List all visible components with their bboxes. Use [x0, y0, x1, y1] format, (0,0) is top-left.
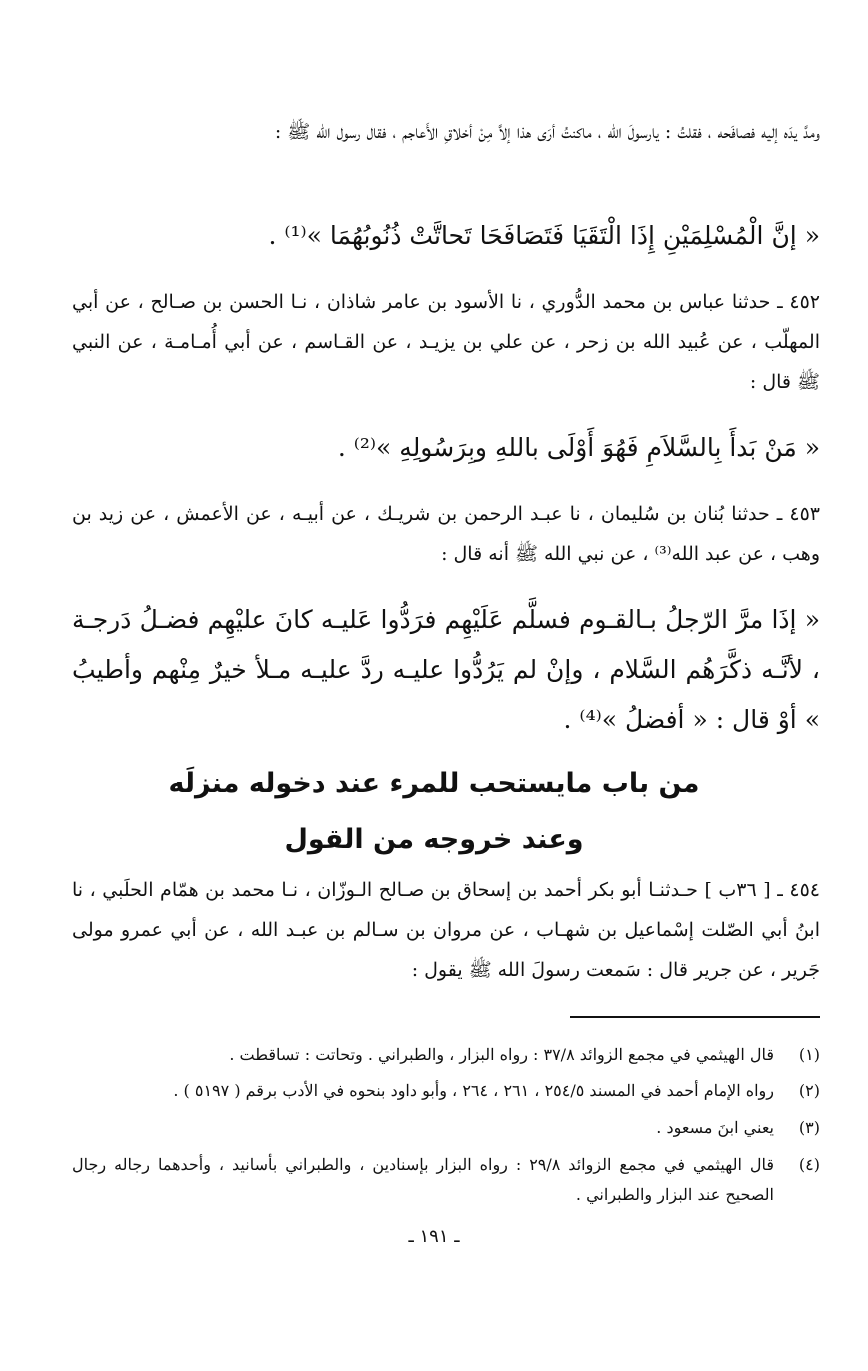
footnote-number: (٣): [798, 1118, 820, 1137]
footnote-3: [72, 1113, 820, 1143]
footnote-separator: [570, 1016, 820, 1018]
chapter-heading-line-2: وعند خروجه من القول: [284, 824, 584, 855]
hadith-quote-1: « إنَّ الْمُسْلِمَيْنِ إِذَا الْتَقَيَا فَتَصَافَحَا تَحاتَّتْ ذُنُوبُهُمَا »⁽¹⁾ .: [268, 221, 820, 250]
footnote-number: (٤): [798, 1155, 820, 1174]
footnote-number: (٢): [798, 1081, 820, 1100]
footnote-number: (١): [798, 1045, 820, 1064]
paragraph-hadith-452: ٤٥٢ ـ حدثنا عباس بن محمد الدُّوري ، نا الأسود بن عامر شاذان ، نـا الحسن بن صـالح ، عن أبي المهلّب ، عن عُبيد الله بن زحر ، عن علي بن يزيـد ، عن القـاسم ، عن أبي أُمـامـة ، عن النبي ﷺ قال :: [72, 291, 820, 393]
footnote-text: قال الهيثمي في مجمع الزوائد ٢٩/٨ : رواه البزار بإسنادين ، والطبراني بأسانيد ، وأحدهما رجاله رجال الصحيح عند البزار والطبراني .: [72, 1155, 774, 1204]
hadith-quote-2: « مَنْ بَدأَ بِالسَّلاَمِ فَهُوَ أَوْلَى باللهِ وبِرَسُولِهِ »⁽²⁾ .: [337, 433, 820, 462]
footnote-4: [72, 1150, 820, 1210]
footnote-2: [72, 1076, 820, 1106]
hadith-quote-3: « إذَا مرَّ الرّجلُ بـالقـوم فسلَّم عَلَيْهِم فرَدُّوا عَليـه كانَ عليْهِم فضـلُ دَرجـة ، لأنَّـه ذكَّرَهُم السَّلام ، وإنْ لم يَرُدُّوا عليـه ردَّ عليـه مـلأ خيرٌ مِنْهم وأطيبُ » أوْ قال : « أفضلُ »⁽⁴⁾ .: [72, 605, 820, 734]
footnote-1: [72, 1040, 820, 1070]
paragraph-hadith-453: ٤٥٣ ـ حدثنا بُنان بن سُليمان ، نا عبـد الرحمن بن شريـك ، عن أبيـه ، عن الأعمش ، عن زيد بن وهب ، عن عبد الله⁽³⁾ ، عن نبي الله ﷺ أنه قال :: [72, 503, 820, 565]
paragraph-continuation: ومدَّ يدَه إليه فصافَحه ، فقلتُ : يارسولَ الله ، ماكنتُ أرَى هذا إلاَّ مِنْ أخلاقِ الأَعاجم ، فقال رسول الله ﷺ :: [274, 121, 820, 143]
footnote-text: يعني ابنَ مسعود .: [656, 1118, 774, 1137]
footnote-text: رواه الإمام أحمد في المسند ٢٥٤/٥ ، ٢٦١ ، ٢٦٤ ، وأبو داود بنحوه في الأدب برقم ( ٥١٩٧ ) .: [173, 1081, 774, 1100]
chapter-heading-line-1: من باب مايستحب للمرء عند دخوله منزلَه: [168, 768, 700, 799]
paragraph-hadith-454: ٤٥٤ ـ [ ٣٦ب ] حـدثنـا أبو بكر أحمد بن إسحاق بن صـالح الـوزّان ، نـا محمد بن همّام الحلَبي ، نا ابنُ أبي الصّلت إسْماعيل بن شهـاب ، عن مروان بن سـالم بن عبـد الله ، عن أبي عمرو مولى جَرير ، عن جرير قال : سَمعت رسولَ الله ﷺ يقول :: [72, 879, 820, 981]
footnote-text: قال الهيثمي في مجمع الزوائد ٣٧/٨ : رواه البزار ، والطبراني . وتحاتت : تساقطت .: [229, 1045, 774, 1064]
page-number: ـ ١٩١ ـ: [408, 1226, 460, 1247]
